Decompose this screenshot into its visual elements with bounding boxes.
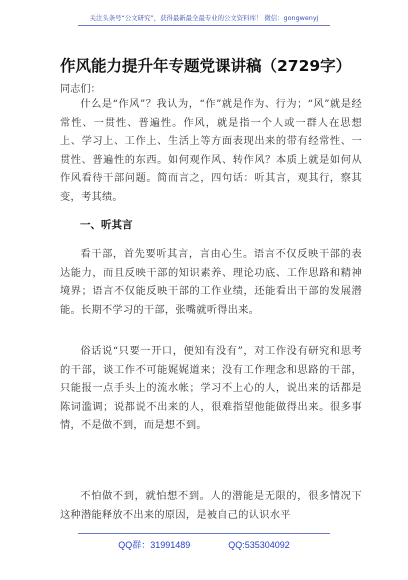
paragraph-3: 俗话说“只要一开口，便知有没有”，对工作没有研究和思考的干部，谈工作不可能娓娓道来；没有工作理念和思路的干部，只能报一点手头上的流水帐；学习不上心的人，说出来的话都是陈词滥调；说都说不出来的人，很难指望他能做得出来。很多事情，不是做不到，而是想不到。 bbox=[60, 346, 362, 432]
header-notice: 关注头条号“公文研究”，获得最新最全最专业的公文资料库！ 微信：gongwenyj bbox=[89, 14, 319, 22]
document-title: 作风能力提升年专题党课讲稿（2729字） bbox=[60, 57, 352, 75]
footer bbox=[0, 538, 408, 551]
paragraph-4: 不怕做不到，就怕想不到。人的潜能是无限的，很多情况下这种潜能释放不出来的原因，是被自己的认识水平 bbox=[60, 491, 362, 521]
footer-divider bbox=[78, 533, 330, 534]
footer-qq-contact: QQ:535304092 bbox=[228, 540, 290, 550]
paragraph-2: 看干部，首先要听其言，言由心生。语言不仅反映干部的表达能力，而且反映干部的知识素养、理论功底、工作思路和精神境界；语言不仅能反映干部的工作业绩，还能看出干部的发展潜能。长期不学习的干部，张嘴就听得出来。 bbox=[60, 249, 362, 316]
section-heading-1: 一、听其言 bbox=[80, 219, 133, 231]
greeting: 同志们： bbox=[60, 84, 101, 95]
header-divider bbox=[78, 25, 330, 26]
paragraph-1: 什么是“作风”？我认为，“作”就是作为、行为；“风”就是经常性、一贯性、普遍性。作风，就是指一个人或一群人在思想上、学习上、工作上、生活上等方面表现出来的带有经常性、一贯性、普遍性的东西。如何观作风、转作风？本质上就是如何从作风看待干部问题。简而言之，四句话：听其言，观其行，察其变，考其绩。 bbox=[60, 99, 362, 203]
footer-qq-group: QQ群：31991489 bbox=[118, 540, 191, 550]
